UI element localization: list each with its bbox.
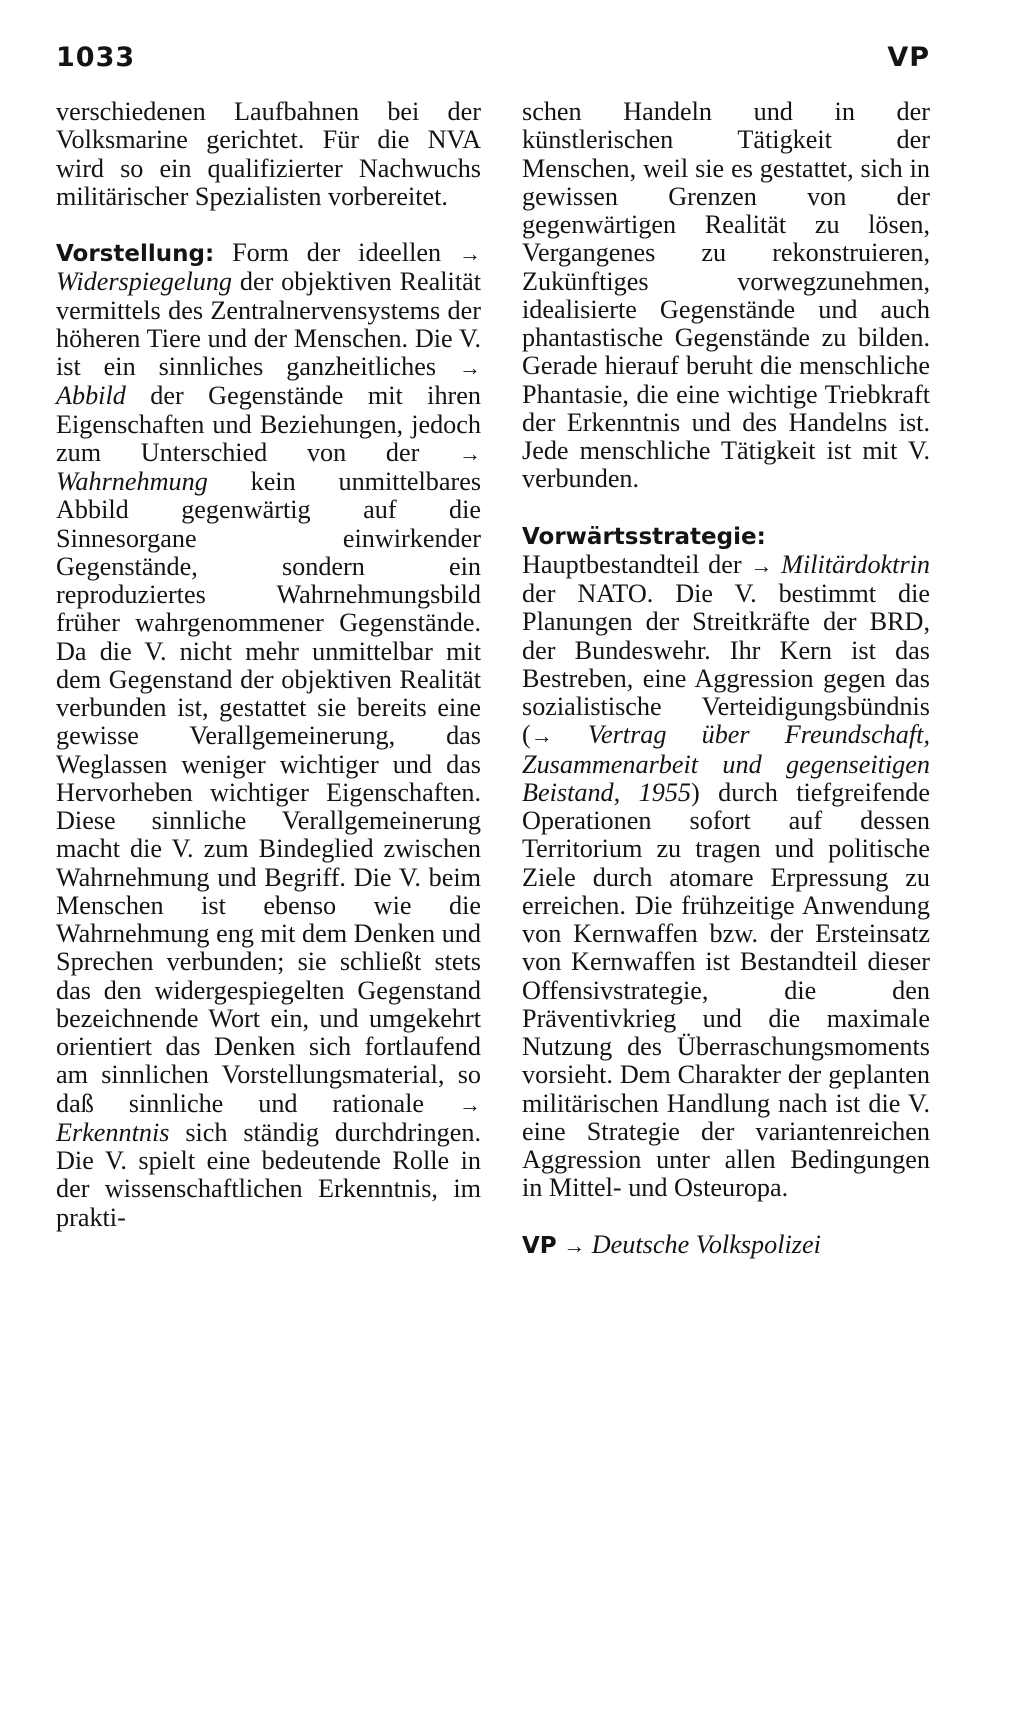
cross-reference: Vertrag über Freundschaft, Zusammenarbeit und gegenseitigen Beistand, 1955 bbox=[522, 720, 930, 807]
entry-vorstellung bbox=[56, 239, 481, 1232]
arrow-icon: → bbox=[563, 1232, 586, 1258]
entry-text: der Gegenstände mit ihren Eigenschaften und Beziehungen, jedoch zum Unterschied von der bbox=[56, 381, 481, 467]
entry-text: sich ständig durchdringen. Die V. spielt eine bedeutende Rolle in der wissenschaftlichen Erkenntnis, im prakti- bbox=[56, 1117, 481, 1232]
left-column bbox=[56, 98, 481, 1232]
page-number: 1033 bbox=[56, 42, 136, 73]
arrow-icon: → bbox=[459, 355, 481, 380]
cross-reference: Militärdoktrin bbox=[781, 549, 931, 579]
arrow-icon: → bbox=[459, 1091, 481, 1117]
entry-text: kein unmittelbares Abbild gegenwärtig auf die Sinnesorgane einwirkender Gegenstände, sondern ein reproduziertes Wahrnehmungsbild früher wahrgenommener Gegenstände. Da die V. nicht mehr unmittelbar mit dem Gegenstand der objektiven Realität verbunden ist, gestattet sie bereits eine gewisse Verallgemeinerung, das Weglassen weniger wichtiger und das Hervorheben wichtiger Eigenschaften. Diese sinnliche Verallgemeinerung macht die V. zum Bindeglied zwischen Wahrnehmung und Begriff. Die V. beim Menschen ist ebenso wie die Wahrnehmung eng mit dem Denken und Sprechen verbunden; sie schließt stets das den widergespiegelten Gegenstand bezeichnende Wort ein, und umgekehrt orientiert das Denken sich fortlaufend am sinnlichen Vorstellungsmaterial, so daß sinnliche und rationale bbox=[56, 467, 482, 1118]
entry-text: Hauptbestandteil der bbox=[522, 549, 742, 579]
entry-text: der NATO. Die V. bestimmt die Planungen der Streitkräfte der BRD, der Bundeswehr. Ihr Kern ist das Bestreben, eine Aggression gegen das sozialistische Verteidigungsbündnis ( bbox=[522, 579, 930, 750]
cross-reference: Deutsche Volkspolizei bbox=[591, 1229, 821, 1259]
right-column bbox=[522, 98, 930, 1260]
entry-text: der objektiven Realität vermittels des Zentralnervensystems der höheren Tiere und der Menschen. Die V. ist ein sinnliches ganzheitliches bbox=[56, 267, 482, 381]
cross-reference: Abbild bbox=[56, 381, 126, 411]
entry-vp bbox=[522, 1231, 930, 1260]
continued-paragraph: verschiedenen Laufbahnen bei der Volksmarine gerichtet. Für die NVA wird so ein qualifizierter Nachwuchs militärischer Spezialisten vorbereitet. bbox=[56, 97, 481, 211]
entry-term: Vorwärtsstrategie: bbox=[522, 523, 766, 550]
arrow-icon: → bbox=[459, 241, 482, 266]
cross-reference: Widerspiegelung bbox=[56, 267, 233, 297]
entry-term: VP bbox=[522, 1232, 557, 1259]
arrow-icon: → bbox=[750, 552, 773, 578]
arrow-icon: → bbox=[530, 723, 553, 749]
continued-paragraph: schen Handeln und in der künstlerischen Tätigkeit der Menschen, weil sie es gestattet, sich in gewissen Grenzen von der gegenwärtigen Realität zu lösen, Vergangenes zu rekonstruieren, Zukünftiges vorwegzunehmen, idealisierte Gegenstände und auch phantastische Gegenstände zu bilden. Gerade hierauf beruht die menschliche Phantasie, die eine wichtige Triebkraft der Erkenntnis und des Handelns ist. Jede menschliche Tätigkeit ist mit V. verbunden. bbox=[522, 97, 930, 494]
entry-vorwaertsstrategie bbox=[522, 522, 930, 1203]
entry-text: Form der ideellen bbox=[232, 238, 442, 267]
entry-text: ) durch tiefgreifende Operationen sofort auf dessen Territorium zu tragen und politische Ziele durch atomare Erpressung zu erreichen. Die frühzeitige Anwendung von Kernwaffen bzw. der Ersteinsatz von Kernwaffen ist Bestandteil dieser Offensivstrategie, die den Präventivkrieg und die maximale Nutzung des Überraschungsmoments vorsieht. Dem Charakter der geplanten militärischen Handlung nach ist die V. eine Strategie der variantenreichen Aggression unter allen Bedingungen in Mittel- und Osteuropa. bbox=[522, 777, 930, 1203]
cross-reference: Wahrnehmung bbox=[56, 467, 208, 496]
page-header bbox=[56, 42, 930, 82]
running-head: VP bbox=[887, 42, 930, 73]
entry-term: Vorstellung: bbox=[56, 241, 215, 267]
cross-reference: Erkenntnis bbox=[56, 1117, 170, 1147]
arrow-icon: → bbox=[459, 440, 481, 466]
